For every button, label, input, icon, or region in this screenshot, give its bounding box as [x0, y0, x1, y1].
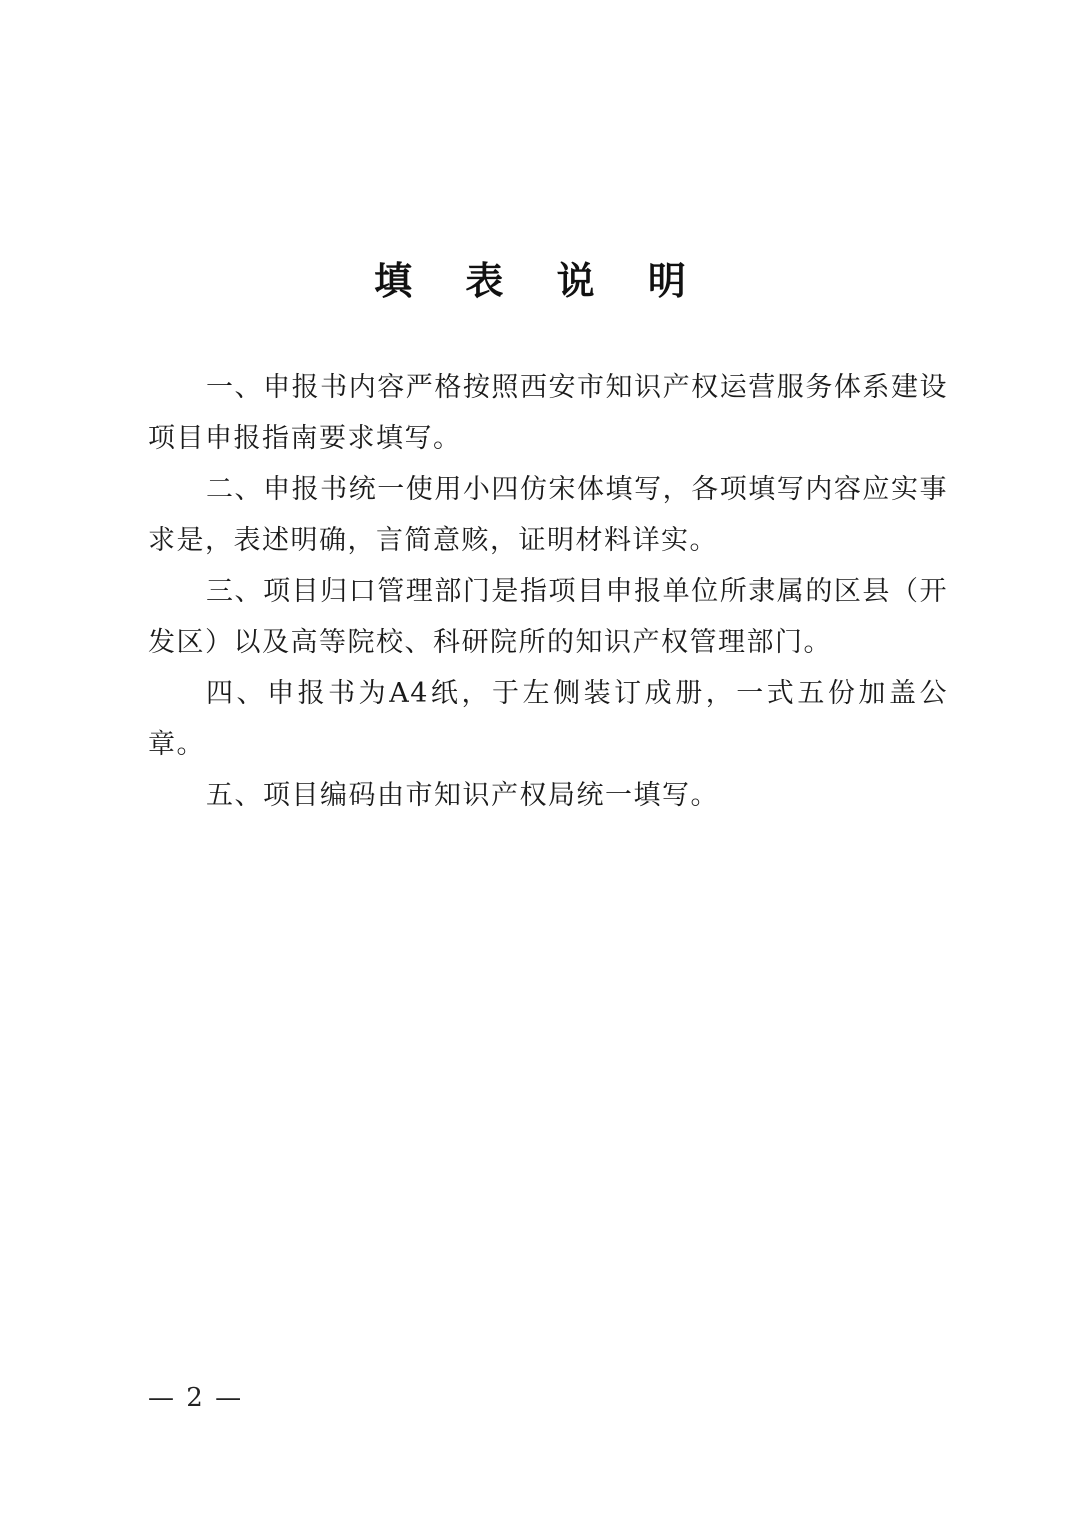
page-title: 填 表 说 明 — [374, 258, 706, 303]
instruction-paragraph-5: 五、项目编码由市知识产权局统一填写。 — [206, 780, 719, 811]
instruction-paragraph-2: 二、申报书统一使用小四仿宋体填写，各项填写内容应实事求是，表述明确，言简意赅，证明材料详实。 — [148, 474, 948, 556]
instruction-paragraph-1: 一、申报书内容严格按照西安市知识产权运营服务体系建设项目申报指南要求填写。 — [148, 372, 948, 454]
page-number: — 2 — — [148, 1383, 244, 1413]
instruction-paragraph-3: 三、项目归口管理部门是指项目申报单位所隶属的区县（开发区）以及高等院校、科研院所的知识产权管理部门。 — [148, 576, 948, 658]
instructions-body — [148, 362, 948, 821]
instruction-paragraph-4: 四、申报书为A4纸，于左侧装订成册，一式五份加盖公章。 — [148, 678, 948, 760]
